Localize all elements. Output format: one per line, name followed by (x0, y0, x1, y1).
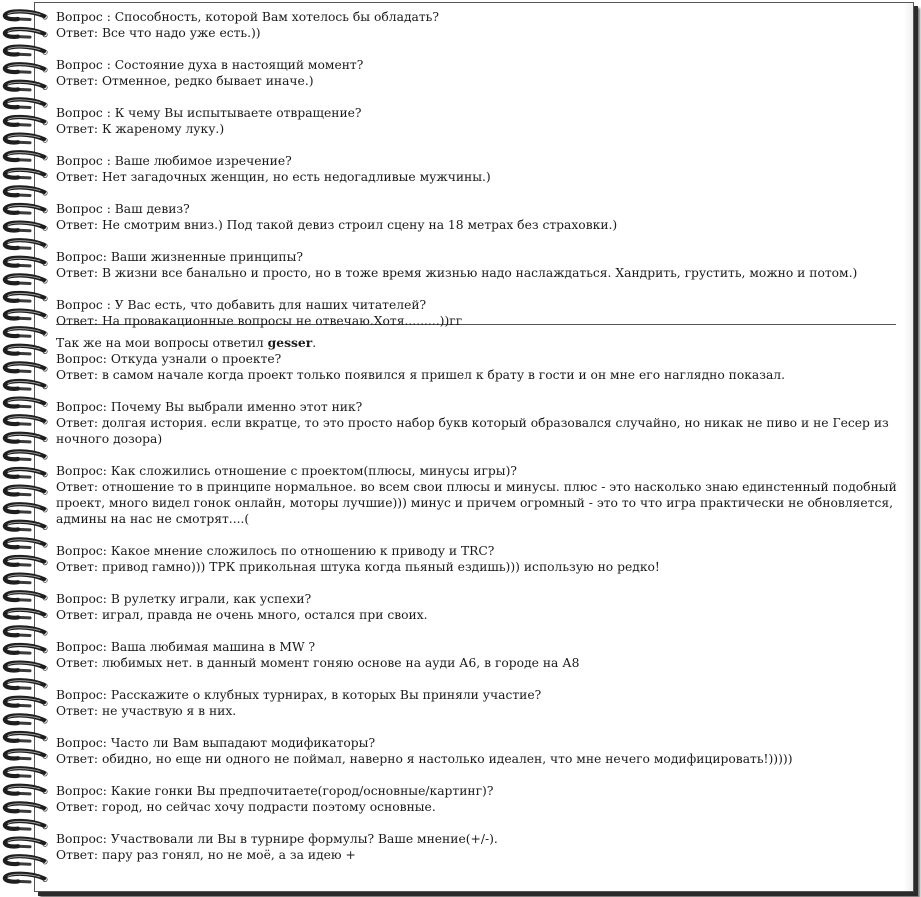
question: Вопрос: Почему Вы выбрали именно этот ник? (56, 400, 363, 414)
spiral-ring (5, 751, 47, 759)
question: Вопрос : Состояние духа в настоящий момент? (56, 58, 364, 72)
section-1 (56, 9, 902, 329)
answer: Ответ: играл, правда не очень много, остался при своих. (56, 608, 428, 622)
spiral-ring (5, 715, 47, 723)
spiral-ring (5, 311, 47, 319)
spiral-ring (5, 803, 47, 811)
spiral-ring (5, 275, 47, 283)
qa-item (56, 687, 902, 719)
intro-suffix: . (312, 336, 317, 350)
qa-item (56, 831, 902, 863)
answer: Ответ: На провакационные вопросы не отвечаю.Хотя.........))гг (56, 314, 463, 328)
spiral-ring (5, 293, 47, 301)
question: Вопрос : Ваше любимое изречение? (56, 154, 292, 168)
section-intro (56, 335, 902, 351)
qa-item (56, 9, 902, 41)
question: Вопрос: Ваши жизненные принципы? (56, 250, 303, 264)
question: Вопрос: Часто ли Вам выпадают модификаторы? (56, 736, 376, 750)
spiral-ring (5, 768, 47, 776)
spiral-ring (5, 680, 47, 688)
spiral-ring (5, 874, 47, 882)
respondent-name: gesser (267, 335, 313, 350)
qa-item (56, 543, 902, 575)
answer: Ответ: Все что надо уже есть.)) (56, 26, 261, 40)
spiral-ring (5, 469, 47, 477)
spiral-ring (5, 223, 47, 231)
spiral-ring (5, 856, 47, 864)
qa-item (56, 463, 902, 527)
question: Вопрос: Как сложились отношение с проектом(плюсы, минусы игры)? (56, 464, 517, 478)
spiral-ring (5, 592, 47, 600)
qa-item (56, 639, 902, 671)
spiral-ring (5, 451, 47, 459)
spiral-ring (5, 786, 47, 794)
qa-item (56, 783, 902, 815)
qa-item (56, 201, 902, 233)
spiral-ring (5, 821, 47, 829)
spiral-ring (5, 205, 47, 213)
question: Вопрос: Какие гонки Вы предпочитаете(город/основные/картинг)? (56, 784, 494, 798)
spiral-ring (5, 698, 47, 706)
answer: Ответ: долгая история. если вкратце, то это просто набор букв который образовался случайно, но никак не пиво и не Гесер из ночного дозора) (56, 416, 889, 446)
question: Вопрос: Участвовали ли Вы в турнире формулы? Ваше мнение(+/-). (56, 832, 498, 846)
spiral-ring (5, 29, 47, 37)
question: Вопрос: В рулетку играли, как успехи? (56, 592, 312, 606)
spiral-ring (5, 575, 47, 583)
spiral-ring (5, 434, 47, 442)
question: Вопрос: Ваша любимая машина в MW ? (56, 640, 316, 654)
spiral-ring (5, 627, 47, 635)
qa-item (56, 57, 902, 89)
qa-item (56, 249, 902, 281)
answer: Ответ: отношение то в принципе нормальное. во всем свои плюсы и минусы. плюс - это насколько знаю единстенный подобный проект, много видел гонок онлайн, моторы лучшие))) минус и причем огромный - это то что игра практически не обновляется, админы на нас не смотрят....( (56, 480, 897, 526)
spiral-ring (5, 416, 47, 424)
answer: Ответ: не участвую я в них. (56, 704, 237, 718)
spiral-ring (5, 152, 47, 160)
spiral-ring (5, 610, 47, 618)
question: Вопрос: Какое мнение сложилось по отношению к приводу и TRC? (56, 544, 495, 558)
spiral-ring (5, 363, 47, 371)
spiral-ring (5, 328, 47, 336)
answer: Ответ: в самом начале когда проект только появился я пришел к брату в гости и он мне его наглядно показал. (56, 368, 786, 382)
qa-item (56, 591, 902, 623)
spiral-ring (5, 645, 47, 653)
answer: Ответ: Отменное, редко бывает иначе.) (56, 74, 314, 88)
answer: Ответ: пару раз гонял, но не моё, а за идею + (56, 848, 356, 862)
spiral-ring (5, 11, 47, 19)
qa-item (56, 153, 902, 185)
question: Вопрос : У Вас есть, что добавить для наших читателей? (56, 298, 427, 312)
spiral-ring (5, 733, 47, 741)
answer: Ответ: В жизни все банально и просто, но в тоже время жизнью надо наслаждаться. Хандрить, грустить, можно и потом.) (56, 266, 858, 280)
answer: Ответ: привод гамно))) ТРК прикольная штука когда пьяный ездишь))) использую но редко! (56, 560, 660, 574)
spiral-ring (5, 487, 47, 495)
spiral-ring (5, 187, 47, 195)
spiral-ring (5, 557, 47, 565)
answer: Ответ: К жареному луку.) (56, 122, 225, 136)
question: Вопрос : Способность, которой Вам хотелось бы обладать? (56, 10, 439, 24)
qa-item (56, 399, 902, 447)
spiral-ring (5, 82, 47, 90)
answer: Ответ: Нет загадочных женщин, но есть недогадливые мужчины.) (56, 170, 491, 184)
spiral-ring (5, 522, 47, 530)
section-2 (56, 335, 902, 863)
qa-item (56, 335, 902, 383)
spiral-ring (5, 117, 47, 125)
spiral-ring (5, 47, 47, 55)
spiral-ring (5, 99, 47, 107)
spiral-ring (5, 258, 47, 266)
spiral-ring (5, 135, 47, 143)
question: Вопрос: Расскажите о клубных турнирах, в которых Вы приняли участие? (56, 688, 542, 702)
answer: Ответ: обидно, но еще ни одного не поймал, наверно я настолько идеален, что мне нечего модифицировать!))))) (56, 752, 793, 766)
qa-item (56, 105, 902, 137)
spiral-ring (5, 539, 47, 547)
question: Вопрос : К чему Вы испытываете отвращение? (56, 106, 362, 120)
spiral-ring (5, 663, 47, 671)
spiral-binding (0, 0, 60, 897)
answer: Ответ: город, но сейчас хочу подрасти поэтому основные. (56, 800, 436, 814)
spiral-ring (5, 170, 47, 178)
spiral-ring (5, 504, 47, 512)
answer: Ответ: Не смотрим вниз.) Под такой девиз строил сцену на 18 метрах без страховки.) (56, 218, 618, 232)
question: Вопрос: Откуда узнали о проекте? (56, 352, 282, 366)
interview-content (56, 9, 902, 863)
spiral-ring (5, 240, 47, 248)
spiral-ring (5, 381, 47, 389)
intro-text: Так же на мои вопросы ответил (56, 336, 268, 350)
qa-item (56, 735, 902, 767)
question: Вопрос : Ваш девиз? (56, 202, 190, 216)
spiral-ring (5, 839, 47, 847)
answer: Ответ: любимых нет. в данный момент гоняю основе на ауди А6, в городе на А8 (56, 656, 580, 670)
spiral-ring (5, 346, 47, 354)
spiral-ring (5, 399, 47, 407)
spiral-ring (5, 64, 47, 72)
